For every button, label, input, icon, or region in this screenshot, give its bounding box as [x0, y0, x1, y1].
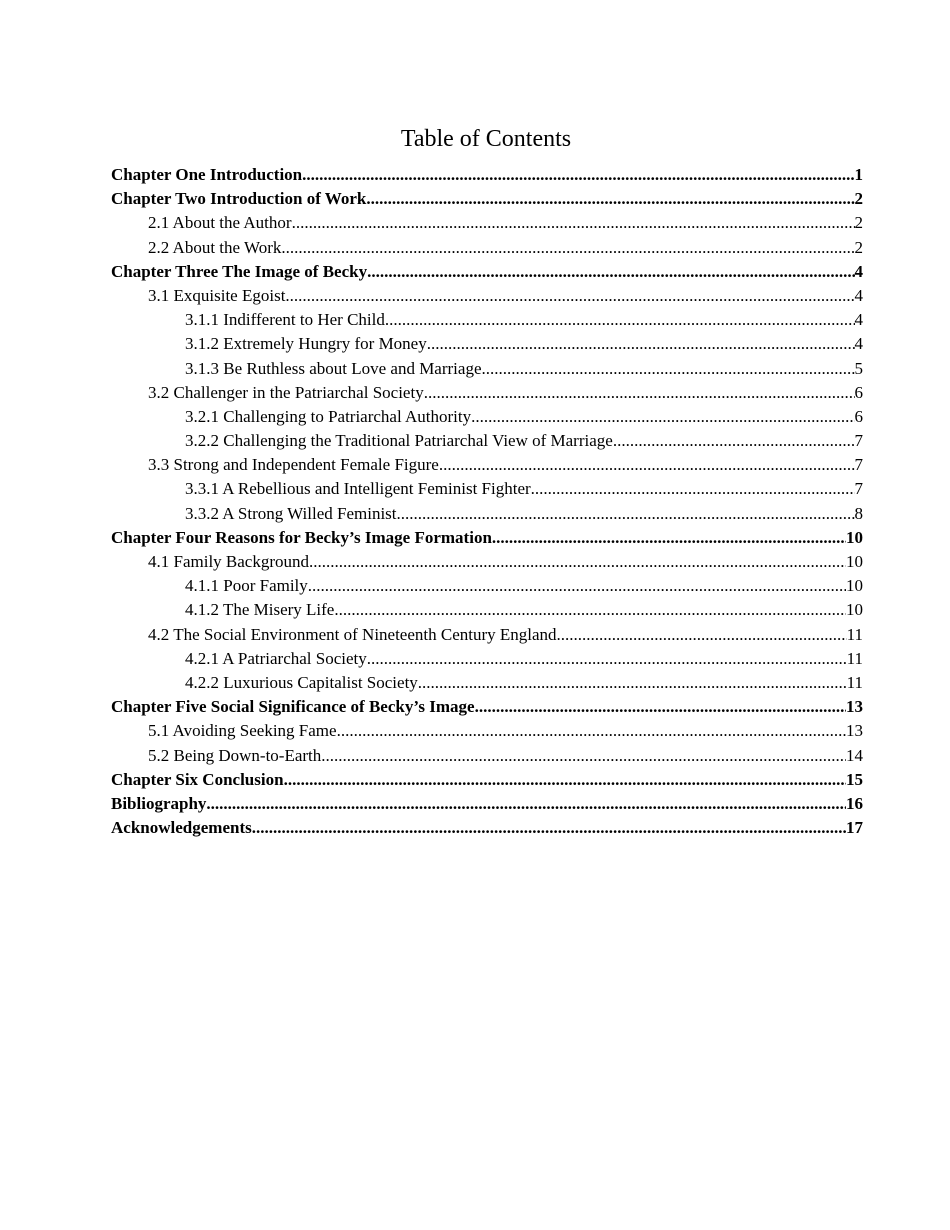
dot-leader	[334, 598, 846, 622]
toc-entry[interactable]	[111, 332, 863, 356]
dot-leader	[285, 284, 854, 308]
toc-entry[interactable]	[111, 405, 863, 429]
toc-entry-title: Chapter Four Reasons for Becky’s Image Formation	[111, 527, 492, 547]
toc-entry-title: 3.3.1 A Rebellious and Intelligent Feminist Fighter	[185, 479, 531, 499]
dot-leader	[385, 308, 855, 332]
toc-entry-title: 3.1.1 Indifferent to Her Child	[185, 310, 385, 330]
toc-entry[interactable]	[111, 768, 863, 792]
toc-page-number: 7	[854, 455, 863, 475]
toc-entry-title: 3.2 Challenger in the Patriarchal Society	[148, 382, 424, 402]
toc-entry[interactable]	[111, 187, 863, 211]
dot-leader	[492, 526, 846, 550]
dot-leader	[471, 405, 854, 429]
dot-leader	[439, 453, 855, 477]
toc-entry[interactable]	[111, 744, 863, 768]
dot-leader	[281, 236, 854, 260]
dot-leader	[557, 623, 847, 647]
dot-leader	[367, 260, 854, 284]
toc-entry[interactable]	[111, 284, 863, 308]
toc-entry-title: 4.2 The Social Environment of Nineteenth Century England	[148, 624, 557, 644]
toc-page-number: 11	[846, 624, 863, 644]
toc-entry[interactable]	[111, 260, 863, 284]
toc-entry-title: Bibliography	[111, 793, 207, 813]
dot-leader	[475, 695, 846, 719]
toc-page-number: 6	[854, 406, 863, 426]
toc-page-number: 13	[846, 697, 863, 717]
toc-entry-title: 4.1 Family Background	[148, 552, 310, 571]
toc-entry-title: Acknowledgements	[111, 818, 252, 838]
toc-page-number: 4	[854, 285, 863, 305]
dot-leader	[308, 574, 846, 598]
toc-page-number: 2	[854, 189, 863, 209]
toc-page-number: 14	[846, 745, 863, 765]
toc-entry-title: 3.2.2 Challenging the Traditional Patriarchal View of Marriage	[185, 431, 613, 451]
toc-list	[111, 163, 863, 840]
toc-entry[interactable]	[111, 526, 863, 550]
toc-entry[interactable]	[111, 574, 863, 598]
toc-page-number: 6	[854, 382, 863, 402]
toc-page-number: 1	[854, 165, 863, 184]
toc-page-number: 11	[846, 672, 863, 692]
toc-page-number: 11	[846, 648, 863, 668]
toc-page-number: 17	[846, 818, 863, 838]
toc-entry-title: 4.1.1 Poor Family	[185, 576, 308, 596]
toc-page-number: 8	[854, 503, 863, 523]
toc-entry[interactable]	[111, 236, 863, 260]
toc-entry[interactable]	[111, 598, 863, 622]
toc-entry-title: Chapter Two Introduction of Work	[111, 189, 367, 209]
toc-entry-title: 4.2.1 A Patriarchal Society	[185, 648, 367, 668]
dot-leader	[367, 647, 847, 671]
toc-entry[interactable]	[111, 671, 863, 695]
dot-leader	[613, 429, 855, 453]
toc-entry[interactable]	[111, 308, 863, 332]
toc-entry[interactable]	[111, 502, 863, 526]
toc-entry-title: Chapter Five Social Significance of Becky’s Image	[111, 697, 475, 717]
toc-page-number: 7	[854, 431, 863, 451]
dot-leader	[418, 671, 847, 695]
toc-page-number: 16	[846, 793, 863, 813]
toc-page-number: 2	[854, 237, 863, 257]
toc-entry[interactable]	[111, 357, 863, 381]
toc-page-number: 10	[846, 576, 863, 596]
dot-leader	[366, 187, 854, 211]
dot-leader	[427, 332, 855, 356]
toc-entry-title: Chapter One Introduction	[111, 165, 303, 184]
toc-entry-title: 4.1.2 The Misery Life	[185, 600, 335, 620]
toc-page-number: 10	[846, 600, 863, 620]
toc-page-number: 4	[854, 261, 863, 281]
toc-entry[interactable]	[111, 163, 863, 187]
toc-entry[interactable]	[111, 477, 863, 501]
toc-entry-title: 3.1.2 Extremely Hungry for Money	[185, 334, 427, 354]
toc-entry-title: 3.1 Exquisite Egoist	[148, 285, 286, 305]
toc-entry-title: 2.1 About the Author	[148, 213, 292, 233]
toc-entry[interactable]	[111, 792, 863, 816]
toc-entry[interactable]	[111, 429, 863, 453]
dot-leader	[482, 357, 855, 381]
toc-entry-title: Chapter Three The Image of Becky	[111, 261, 368, 281]
toc-entry[interactable]	[111, 550, 863, 574]
toc-page-number: 4	[854, 334, 863, 354]
toc-page-number: 10	[846, 527, 863, 547]
dot-leader	[292, 211, 855, 235]
dot-leader	[309, 550, 846, 574]
dot-leader	[206, 792, 846, 816]
toc-entry-title: 3.1.3 Be Ruthless about Love and Marriage	[185, 358, 482, 378]
toc-title: Table of Contents	[400, 126, 572, 152]
toc-page-number: 2	[854, 213, 863, 233]
toc-entry[interactable]	[111, 211, 863, 235]
toc-entry-title: 3.2.1 Challenging to Patriarchal Authority	[185, 406, 472, 426]
toc-entry[interactable]	[111, 453, 863, 477]
dot-leader	[531, 477, 855, 501]
toc-entry-title: 2.2 About the Work	[148, 237, 282, 257]
toc-entry-title: 5.2 Being Down-to-Earth	[148, 745, 322, 765]
toc-page-number: 4	[854, 310, 863, 330]
toc-page-number: 7	[854, 479, 863, 499]
toc-entry[interactable]	[111, 719, 863, 743]
toc-entry-title: 5.1 Avoiding Seeking Fame	[148, 721, 337, 741]
toc-entry[interactable]	[111, 695, 863, 719]
toc-entry-title: 4.2.2 Luxurious Capitalist Society	[185, 672, 418, 692]
toc-entry[interactable]	[111, 623, 863, 647]
toc-page-number: 10	[846, 552, 863, 571]
toc-page-number: 13	[846, 721, 863, 741]
toc-entry-title: 3.3.2 A Strong Willed Feminist	[185, 503, 397, 523]
dot-leader	[321, 744, 846, 768]
toc-entry[interactable]	[111, 381, 863, 405]
toc-page-number: 15	[846, 769, 863, 789]
dot-leader	[424, 381, 855, 405]
dot-leader	[284, 768, 846, 792]
dot-leader	[302, 163, 854, 187]
toc-entry-title: Chapter Six Conclusion	[111, 769, 284, 789]
dot-leader	[252, 816, 846, 840]
toc-page-number: 5	[854, 358, 863, 378]
toc-entry[interactable]	[111, 647, 863, 671]
dot-leader	[397, 502, 855, 526]
toc-entry-title: 3.3 Strong and Independent Female Figure	[148, 455, 439, 475]
toc-entry[interactable]	[111, 816, 863, 840]
dot-leader	[337, 719, 846, 743]
